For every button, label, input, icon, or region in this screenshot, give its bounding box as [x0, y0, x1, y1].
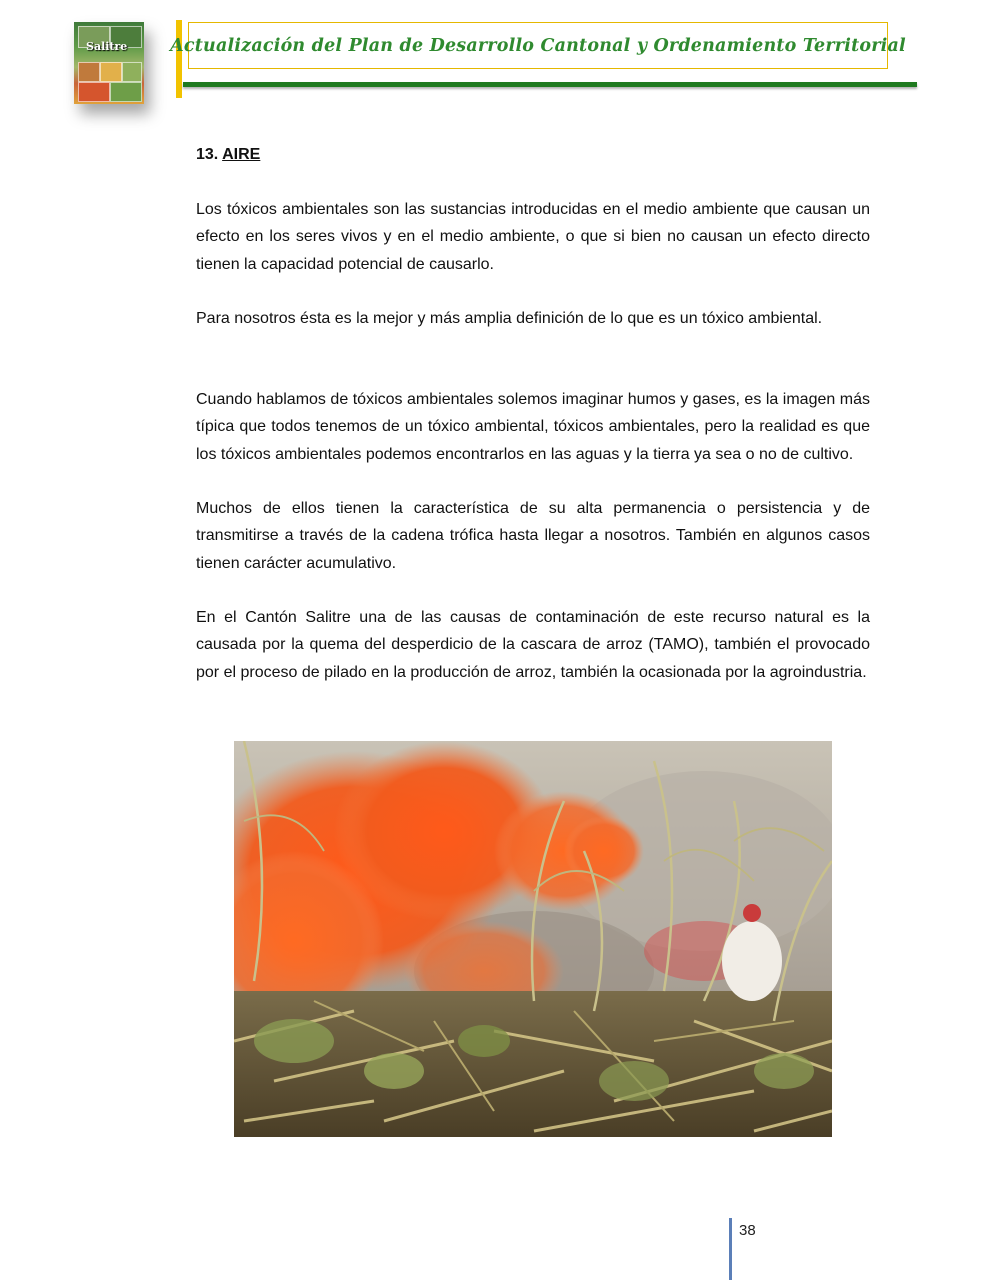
paragraph-salitre: En el Cantón Salitre una de las causas de contaminación de este recurso natural es la causada por la quema del desperdicio de la cascara de arroz (TAMO), también el provocado por el proceso de pilado en la producción de arroz, también la ocasionada por la agroindustria.	[196, 609, 870, 681]
section-title: AIRE	[222, 146, 261, 163]
salitre-logo	[74, 22, 144, 104]
page-number: 38	[739, 1222, 756, 1239]
header-accent-bar	[176, 20, 182, 98]
section-number: 13.	[196, 146, 219, 163]
field-burning-photo	[234, 741, 832, 1137]
document-title: Actualización del Plan de Desarrollo Cantonal y Ordenamiento Territorial	[170, 35, 906, 56]
paragraph-definition: Los tóxicos ambientales son las sustancias introducidas en el medio ambiente que causan un efecto en los seres vivos y en el medio ambiente, o que si bien no causan un efecto directo tienen la capacidad potencial de causarlo.	[196, 201, 870, 273]
page-number-rule	[729, 1218, 732, 1280]
logo-text: Salitre	[86, 40, 128, 53]
header-divider	[183, 82, 917, 87]
paragraph-persistencia: Muchos de ellos tienen la característica de su alta permanencia o persistencia y de transmitirse a través de la cadena trófica hasta llegar a nosotros. También en algunos casos tienen carácter acumulativo.	[196, 500, 870, 572]
paragraph-humos: Cuando hablamos de tóxicos ambientales solemos imaginar humos y gases, es la imagen más típica que todos tenemos de un tóxico ambiental, tóxicos ambientales, pero la realidad es que los tóxicos ambientales podemos encontrarlos en las aguas y la tierra ya sea o no de cultivo.	[196, 391, 870, 463]
section-heading	[196, 146, 260, 164]
header-title-box	[170, 22, 906, 69]
paragraph-opinion: Para nosotros ésta es la mejor y más amplia definición de lo que es un tóxico ambiental.	[196, 310, 823, 327]
